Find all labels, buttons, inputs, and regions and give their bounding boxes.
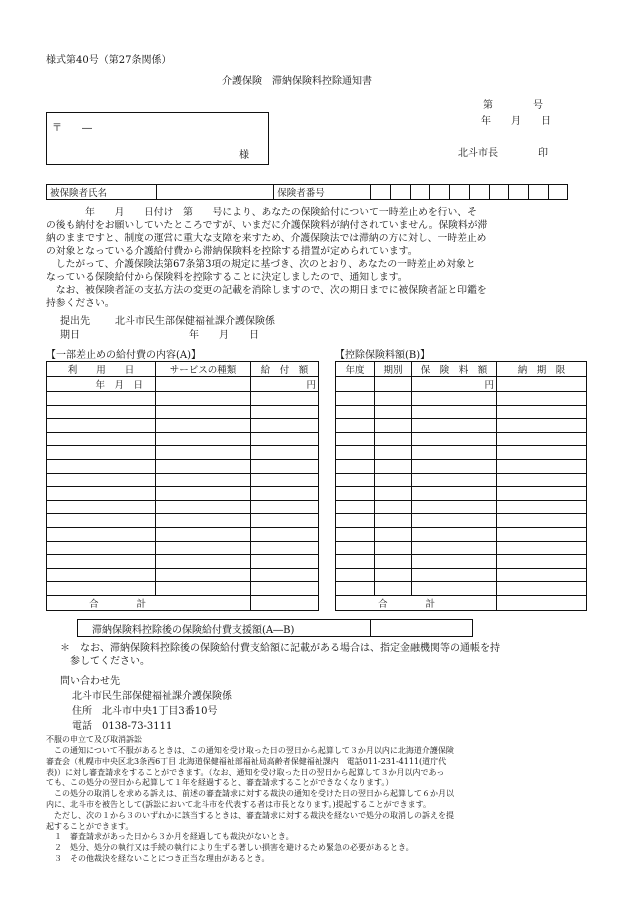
notice (60, 642, 500, 668)
contact-address: 住所 北斗市中央1丁目3番10号 (72, 706, 218, 717)
col-due-date: 納 期 限 (497, 362, 587, 377)
insurer-number-label: 保険者番号 (274, 185, 371, 200)
table-b (335, 361, 587, 611)
col-premium-amount: 保 険 料 額 (412, 362, 497, 377)
body-line: なっている保険給付から保険料を控除することに決定しましたので、通知します。 (46, 272, 408, 283)
blank-row (47, 582, 319, 596)
postal-code: 〒 ― (52, 123, 92, 134)
body-line: なお、被保険者証の支払方法の変更の記載を消除しますので、次の期日までに被保険者証と印鑑を (46, 285, 487, 296)
appeal-line: １ 審査請求があった日から３か月を経過しても裁決がないとき。 (46, 832, 294, 842)
blank-row (47, 487, 319, 501)
issuer: 北斗市長 印 (458, 148, 548, 159)
note-line: 参してください。 (60, 656, 150, 667)
blank-row (47, 514, 319, 528)
appeal-line: 起することができます。 (46, 821, 134, 831)
blank-row (47, 473, 319, 487)
appeal-line: この処分の取消しを求める訴えは、前述の審査請求に対する裁決の通知を受けた日の翌日から起算して６か月以 (46, 789, 454, 799)
digit-cell (391, 185, 411, 200)
blank-row (47, 459, 319, 473)
table-b-caption: 【控除保険料額(B)】 (335, 350, 431, 361)
contact-org: 北斗市民生部保健福祉課介護保険係 (72, 691, 232, 702)
contact-phone: 電話 0138-73-3111 (72, 721, 173, 732)
table-a (46, 361, 319, 611)
blank-row (336, 392, 587, 406)
blank-row (47, 555, 319, 569)
yen-unit: 円 (251, 377, 319, 392)
total-row (336, 595, 587, 610)
blank-row (336, 541, 587, 555)
body-line: 持参ください。 (46, 298, 115, 309)
blank-row (336, 459, 587, 473)
appeal-text (46, 746, 454, 865)
appeal-line: 審査会（札幌市中央区北3条西6丁目 北海道保健福祉部福祉局高齢者保健福祉課内 電話011-231-4111(道庁代 (46, 756, 447, 766)
after-deduction-label: 滞納保険料控除後の保険給付費支援額(A―B) (78, 620, 371, 637)
body-line: したがって、介護保険法第67条第3項の規定に基づき、次のとおり、あなたの一時差止め対象と (46, 259, 476, 270)
insured-name-label: 被保険者氏名 (47, 185, 157, 200)
table-a-caption: 【一部差止めの給付費の内容(A)】 (46, 350, 202, 361)
appeal-heading: 不服の申立て及び取消訴訟 (46, 735, 142, 744)
address-box (46, 112, 269, 165)
date-line: 年 月 日 (481, 116, 551, 127)
blank-row (47, 500, 319, 514)
col-benefit-amount: 給 付 額 (251, 362, 319, 377)
digit-cell (528, 185, 548, 200)
body-line: の対象となっている介護給付費から滞納保険料を控除する措置が定められています。 (46, 246, 418, 257)
blank-row (336, 514, 587, 528)
number-line: 第 号 (483, 100, 543, 111)
blank-row (336, 487, 587, 501)
note-line: ＊ なお、滞納保険料控除後の保険給付費支給額に記載がある場合は、指定金融機関等の通帳を持 (60, 643, 500, 654)
blank-row (336, 568, 587, 582)
blank-row (336, 473, 587, 487)
blank-row (47, 392, 319, 406)
blank-row (47, 568, 319, 582)
blank-row (47, 527, 319, 541)
body-line: の後も納付をお願いしていたところですが、いまだに介護保険料が納付されていません。保険料が滞 (46, 220, 488, 231)
submit-to-label: 提出先 (60, 316, 90, 327)
col-service-type: サービスの種類 (156, 362, 251, 377)
appeal-line: 内に、北斗市を被告として(訴訟において北斗市を代表する者は市長となります。)提起することができます。 (46, 799, 431, 809)
blank-row (336, 405, 587, 419)
blank-row (336, 500, 587, 514)
contact-label: 問い合わせ先 (60, 676, 120, 687)
body-text (46, 206, 487, 310)
blank-row (47, 432, 319, 446)
document-title: 介護保険 滞納保険料控除通知書 (222, 76, 372, 87)
submit-to-value: 北斗市民生部保健福祉課介護保険係 (115, 316, 275, 327)
blank-row (336, 582, 587, 596)
col-fiscal-year: 年度 (336, 362, 375, 377)
appeal-line: ２ 処分、処分の執行又は手続の執行により生ずる著しい損害を避けるため緊急の必要があるとき。 (46, 843, 414, 853)
digit-cell (489, 185, 509, 200)
form-number: 様式第40号（第27条関係） (46, 55, 172, 66)
digit-cell (430, 185, 450, 200)
blank-row (47, 405, 319, 419)
appeal-line: この通知について不服があるときは、この通知を受け取った日の翌日から起算して３か月以内に北海道介護保険 (46, 746, 454, 755)
insured-id-row (46, 184, 587, 200)
appeal-line: ただし、次の１から３のいずれかに該当するときは、審査請求に対する裁決を経ないで処分の取消しの訴えを提 (46, 810, 454, 820)
yen-unit: 円 (412, 377, 497, 392)
blank-row (336, 555, 587, 569)
digit-cell (410, 185, 430, 200)
blank-row (336, 446, 587, 460)
body-line: 納のままですと、制度の運営に重大な支障を来すため、介護保険法では滞納の方に対し、一時差止め (46, 233, 487, 244)
appeal-line: ３ その他裁決を経ないことにつき正当な理由があるとき。 (46, 853, 270, 863)
blank-row (47, 541, 319, 555)
total-row (47, 595, 319, 610)
due-date-label: 期日 (60, 330, 80, 341)
appeal-line: 表)）に対し審査請求をすることができます。（なお、通知を受け取った日の翌日から起算して３か月以内であっ (46, 767, 445, 777)
blank-row (47, 419, 319, 433)
total-label: 合 計 (336, 595, 497, 610)
blank-row (336, 527, 587, 541)
body-line: 年 月 日付け 第 号により、あなたの保険給付について一時差止めを行い、そ (46, 207, 477, 218)
col-usage-date: 利 用 日 (47, 362, 156, 377)
after-deduction-row (77, 619, 473, 637)
blank-row (47, 446, 319, 460)
appeal-line: ても、この処分の翌日から起算して１年を経過すると、審査請求することができなくなります。） (46, 778, 394, 788)
total-label: 合 計 (47, 595, 251, 610)
digit-cell (371, 185, 391, 200)
date-subheader: 年 月 日 (47, 377, 156, 392)
due-date-value: 年 月 日 (189, 330, 259, 341)
blank-row (336, 432, 587, 446)
digit-cell (509, 185, 529, 200)
digit-cell (450, 185, 470, 200)
after-deduction-amount (371, 620, 473, 637)
digit-cell (548, 185, 568, 200)
insured-name-field (157, 185, 274, 200)
addressee-suffix: 様 (239, 150, 249, 161)
digit-cell (469, 185, 489, 200)
blank-row (336, 419, 587, 433)
col-period: 期別 (375, 362, 412, 377)
